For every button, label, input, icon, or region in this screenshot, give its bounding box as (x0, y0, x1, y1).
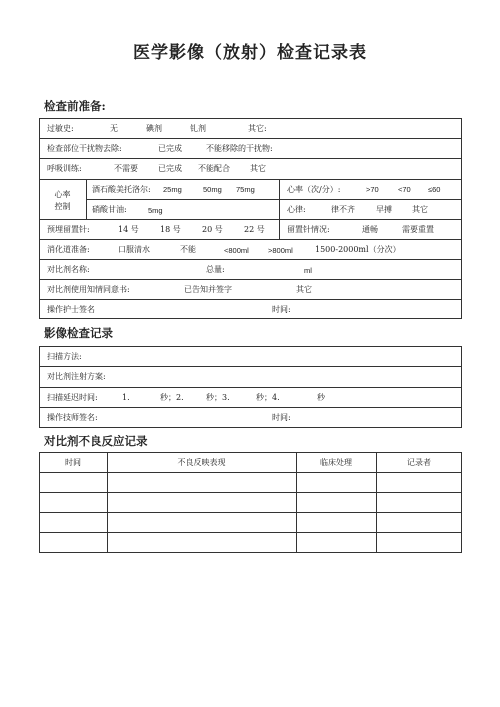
allergy-other[interactable]: 其它: (248, 124, 267, 133)
needle-22[interactable]: 22 号 (244, 225, 265, 234)
col-time: 时间 (65, 458, 81, 467)
scan-method-label: 扫描方法: (47, 352, 82, 361)
hr-control-label: 心率 控制 (54, 190, 71, 211)
col-recorder: 记录者 (407, 458, 431, 467)
allergy-none[interactable]: 无 (110, 124, 118, 133)
rhythm-premature[interactable]: 早搏 (376, 205, 392, 214)
contrast-name-label: 对比剂名称: (47, 265, 90, 274)
gi-1500-2000[interactable]: 1500-2000ml（分次） (315, 245, 401, 254)
gi-label: 消化道准备: (47, 245, 90, 254)
delay-3[interactable]: 秒；3. (206, 393, 230, 402)
allergy-gadolinium[interactable]: 钆剂 (190, 124, 206, 133)
breath-label: 呼吸训练: (47, 164, 82, 173)
nurse-time-label: 时间: (272, 305, 291, 314)
rhythm-label: 心律: (287, 205, 306, 214)
rhythm-other[interactable]: 其它 (412, 205, 428, 214)
tech-sign-label: 操作技师签名: (47, 413, 98, 422)
adverse-heading: 对比剂不良反应记录 (44, 434, 148, 448)
delay-2[interactable]: 秒；2. (160, 393, 184, 402)
metoprolol-label: 酒石酸美托洛尔: (92, 185, 151, 194)
tech-time-label: 时间: (272, 413, 291, 422)
needle-status-label: 留置针情况: (287, 225, 330, 234)
delay-end: 秒 (317, 393, 325, 402)
consent-other[interactable]: 其它 (296, 285, 312, 294)
gi-gt800[interactable]: >800ml (268, 246, 293, 255)
breath-not-needed[interactable]: 不需要 (114, 164, 138, 173)
rhythm-irregular[interactable]: 律不齐 (331, 205, 355, 214)
needle-18[interactable]: 18 号 (160, 225, 181, 234)
needle-patent[interactable]: 通畅 (362, 225, 378, 234)
nitroglycerin-label: 硝酸甘油: (92, 205, 127, 214)
col-treatment: 临床处理 (320, 458, 352, 467)
injection-plan-label: 对比剂注射方案: (47, 372, 106, 381)
rate-lt70[interactable]: <70 (398, 185, 411, 194)
dose-75[interactable]: 75mg (236, 185, 255, 194)
col-reaction: 不良反映表现 (177, 458, 226, 467)
nurse-sign-label: 操作护士签名 (47, 305, 95, 314)
pre-check-heading: 检查前准备: (44, 99, 106, 113)
consent-signed[interactable]: 已告知并签字 (184, 285, 232, 294)
gi-water[interactable]: 口服清水 (118, 245, 150, 254)
needle-label: 预埋留置针: (47, 225, 90, 234)
heart-rate-label: 心率（次/分）: (287, 185, 341, 194)
needle-14[interactable]: 14 号 (118, 225, 139, 234)
interference-cannot[interactable]: 不能移除的干扰物: (206, 144, 273, 153)
imaging-heading: 影像检查记录 (44, 326, 113, 340)
allergy-iodine[interactable]: 碘剂 (146, 124, 162, 133)
rate-le60[interactable]: ≤60 (428, 185, 441, 194)
rate-gt70[interactable]: >70 (366, 185, 379, 194)
contrast-unit: ml (304, 266, 312, 275)
dose-5mg[interactable]: 5mg (148, 206, 163, 215)
breath-done[interactable]: 已完成 (158, 164, 182, 173)
contrast-total-label: 总量: (206, 265, 225, 274)
gi-lt800[interactable]: <800ml (224, 246, 249, 255)
interference-label: 检查部位干扰物去除: (47, 144, 122, 153)
dose-50[interactable]: 50mg (203, 185, 222, 194)
delay-1[interactable]: 1. (122, 393, 130, 402)
needle-reset[interactable]: 需要重置 (402, 225, 434, 234)
dose-25[interactable]: 25mg (163, 185, 182, 194)
allergy-label: 过敏史: (47, 124, 74, 133)
breath-other[interactable]: 其它 (250, 164, 266, 173)
delay-4[interactable]: 秒；4. (256, 393, 280, 402)
page-title: 医学影像（放射）检查记录表 (133, 43, 367, 63)
interference-done[interactable]: 已完成 (158, 144, 182, 153)
needle-20[interactable]: 20 号 (202, 225, 223, 234)
consent-label: 对比剂使用知情同意书: (47, 285, 130, 294)
breath-cannot[interactable]: 不能配合 (198, 164, 230, 173)
delay-label: 扫描延迟时间: (47, 393, 98, 402)
gi-cannot[interactable]: 不能 (180, 245, 196, 254)
